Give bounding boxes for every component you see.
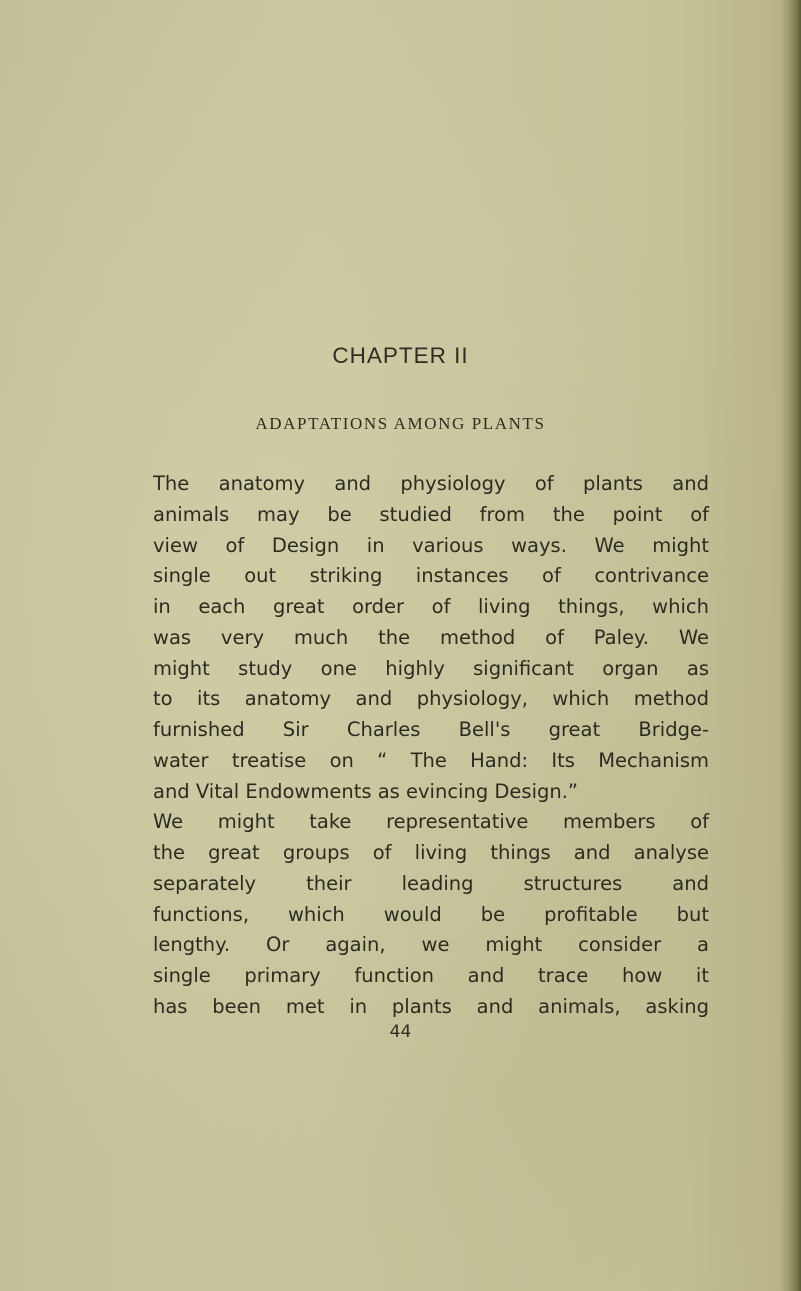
text-line: and Vital Endowments as evincing Design.” bbox=[153, 779, 579, 803]
text-line: The anatomy and physiology of plants and bbox=[153, 472, 709, 495]
text-line: furnished Sir Charles Bell's great Bridge- bbox=[153, 718, 709, 741]
text-line: has been met in plants and animals, asking bbox=[153, 994, 709, 1018]
text-line: We might take representative members of bbox=[153, 810, 709, 834]
page-edge-shadow bbox=[779, 0, 801, 1291]
text-line: animals may be studied from the point of bbox=[153, 502, 709, 526]
text-line: to its anatomy and physiology, which method bbox=[153, 687, 709, 711]
page-number: 44 bbox=[389, 1022, 412, 1042]
text-line: the great groups of living things and analyse bbox=[153, 841, 709, 864]
text-line: single primary function and trace how it bbox=[153, 964, 709, 987]
text-line: might study one highly significant organ as bbox=[153, 656, 709, 680]
chapter-subtitle: ADAPTATIONS AMONG PLANTS bbox=[255, 414, 546, 433]
text-line: in each great order of living things, which bbox=[153, 595, 709, 618]
text-line: was very much the method of Paley. We bbox=[153, 625, 709, 649]
body-paragraph bbox=[153, 469, 709, 1023]
text-line: separately their leading structures and bbox=[153, 871, 709, 895]
text-line: single out striking instances of contrivance bbox=[153, 564, 709, 588]
text-line: view of Design in various ways. We might bbox=[153, 533, 709, 557]
text-line: lengthy. Or again, we might consider a bbox=[153, 933, 709, 957]
chapter-heading: CHAPTER II bbox=[332, 343, 469, 368]
text-line: water treatise on “ The Hand: Its Mechanism bbox=[153, 748, 709, 772]
text-line: functions, which would be profitable but bbox=[153, 902, 709, 926]
